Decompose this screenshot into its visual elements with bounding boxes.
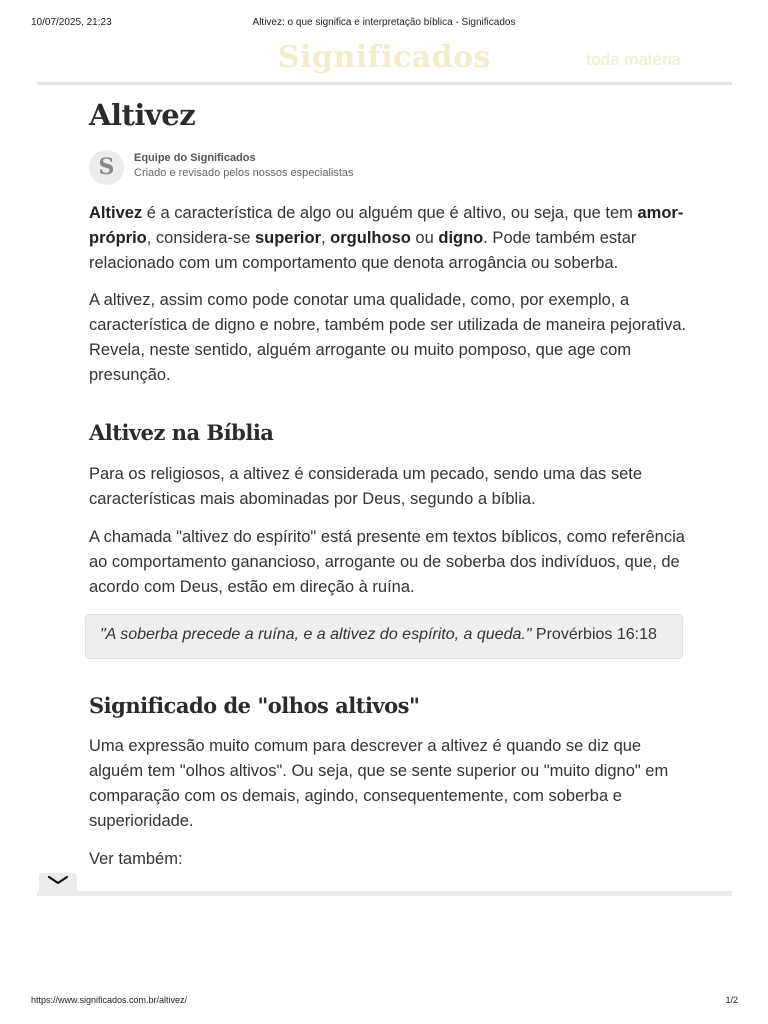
bold-term: Altivez [89,204,143,222]
site-logo[interactable]: Significados [277,40,492,75]
quote-text: "A soberba precede a ruína, e a altivez do espírito, a queda." [100,626,532,643]
section-heading-biblia: Altivez na Bíblia [89,420,274,445]
intro-paragraph-1 [89,201,689,276]
bible-quote [85,614,683,659]
text-span: , considera-se [146,229,255,247]
intro-paragraph-2: A altivez, assim como pode conotar uma qualidade, como, por exemplo, a característica de digno e nobre, também pode ser utilizada de maneira pejorativa. Revela, neste sentido, alguém arrogante ou muito pomposo, que age com presunção. [89,291,687,384]
partner-link[interactable]: toda matéria [586,50,681,69]
text-span: é a característica de algo ou alguém que é altivo, ou seja, que tem [142,204,638,222]
print-url[interactable]: https://www.significados.com.br/altivez/ [31,995,188,1005]
text-span: , [321,229,331,247]
bold-term: superior [254,229,321,247]
bold-term: amor-próprio [89,204,684,247]
page-number: 1/2 [725,995,738,1005]
bold-term: digno [438,229,484,247]
bold-term: orgulhoso [330,229,411,247]
biblia-paragraph-1: Para os religiosos, a altivez é considerada um pecado, sendo uma das sete características mais abominadas por Deus, segundo a bíblia. [89,465,643,508]
biblia-paragraph-2: A chamada "altivez do espírito" está presente em textos bíblicos, como referência ao comportamento ganancioso, arrogante ou de soberba dos indivíduos, que, de acordo com Deus, estão em direção à ruína. [89,528,685,596]
site-header [37,38,732,85]
quote-source: Provérbios 16:18 [531,626,657,643]
divider [37,891,732,896]
text-span: ou [410,229,439,247]
author-block [89,150,489,186]
text-span: . Pode também estar relacionado com um comportamento que denota arrogância ou soberba. [89,229,637,272]
olhos-paragraph-1: Uma expressão muito comum para descrever a altivez é quando se diz que alguém tem "olhos altivos". Ou seja, que se sente superior ou "muito digno" em comparação com os demais, agindo, consequentemente, com soberba e superioridade. [89,737,669,830]
author-name[interactable]: Equipe do Significados [134,152,256,164]
avatar[interactable]: S [89,150,124,185]
author-subtitle: Criado e revisado pelos nossos especialistas [134,167,354,179]
article [89,98,689,868]
print-footer [0,995,768,1009]
see-also-label: Ver também: [89,850,183,868]
print-header [0,17,768,31]
print-page-title: Altivez: o que significa e interpretação bíblica - Significados [252,17,516,28]
print-datetime: 10/07/2025, 21:23 [31,17,112,28]
section-heading-olhos-altivos: Significado de "olhos altivos" [89,693,420,718]
article-title: Altivez [89,98,196,132]
chevron-down-icon[interactable] [39,873,77,892]
chevron-down-icon-svg [47,874,69,886]
